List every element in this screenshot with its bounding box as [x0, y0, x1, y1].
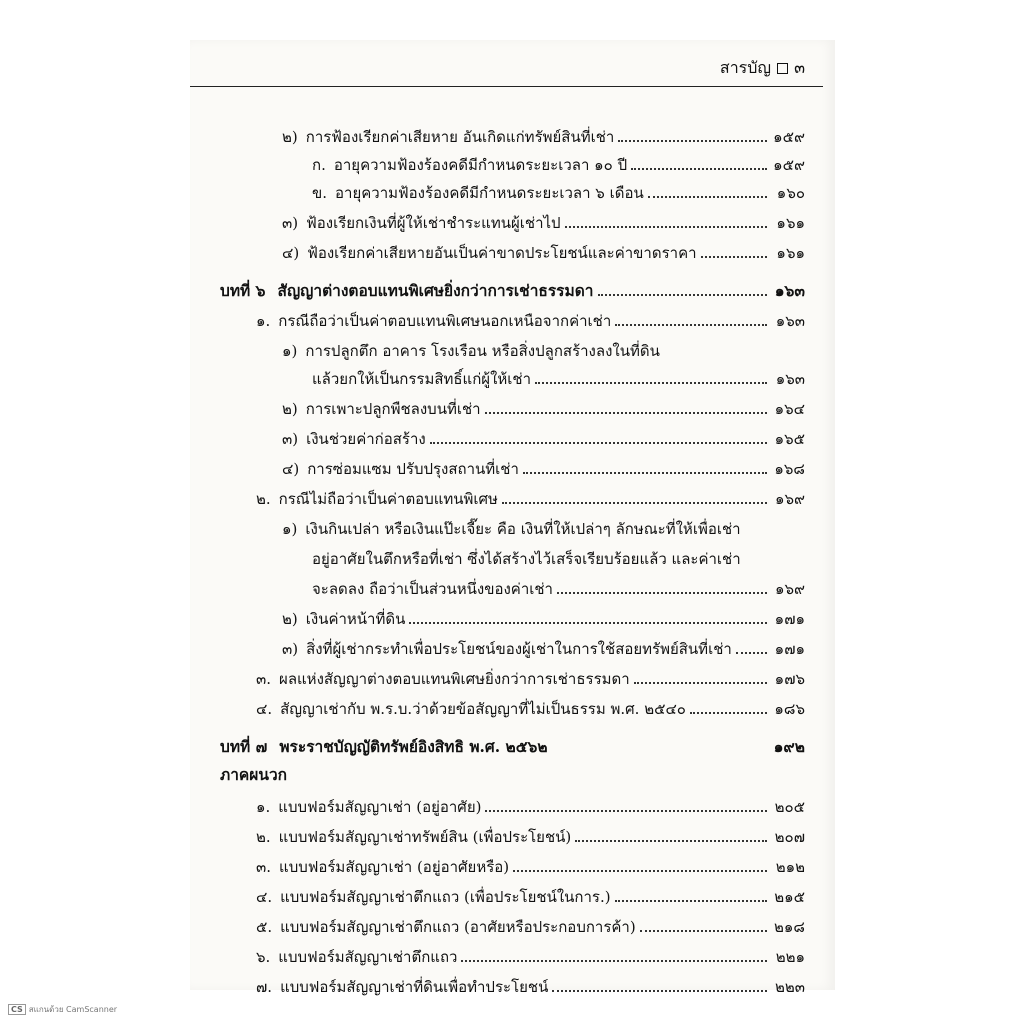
- toc-entry-label: พระราชบัญญัติทรัพย์อิงสิทธิ พ.ศ. ๒๕๖๒: [279, 737, 548, 756]
- dot-leader: [736, 652, 767, 654]
- toc-page-number: ๒๒๑: [775, 948, 805, 966]
- toc-chapter-row: [190, 728, 805, 756]
- toc-entry-row: [190, 118, 805, 146]
- toc-page-number: ๑๖๓: [774, 281, 805, 300]
- toc-entry-label: เงินกินเปล่า หรือเงินแป๊ะเจี๊ยะ คือ เงินที่ให้เปล่าๆ ลักษณะที่ให้เพื่อเช่า: [305, 520, 741, 538]
- toc-entry-label: จะลดลง ถือว่าเป็นส่วนหนึ่งของค่าเช่า: [312, 580, 553, 598]
- dot-leader: [648, 196, 767, 198]
- toc-entry-number: ๔): [282, 244, 300, 262]
- toc-page-number: ๑๙๒: [773, 737, 805, 756]
- toc-entry-number: ๒): [282, 400, 298, 418]
- toc-page-number: ๑๖๓: [775, 370, 805, 388]
- toc-page-number: ๒๐๕: [774, 798, 805, 816]
- toc-entry-label: กรณีไม่ถือว่าเป็นค่าตอบแทนพิเศษ: [278, 490, 498, 508]
- scanner-watermark: [8, 1003, 117, 1016]
- toc-entry-label: แบบฟอร์มสัญญาเช่าตึกแถว (เพื่อประโยชน์ในการ.): [280, 888, 611, 906]
- toc-page-number: ๑๖๑: [776, 214, 805, 232]
- dot-leader: [701, 256, 767, 258]
- toc-page-number: ๑๖๐: [776, 184, 805, 202]
- dot-leader: [535, 382, 767, 384]
- toc-entry-label: เงินช่วยค่าก่อสร้าง: [306, 430, 426, 448]
- toc-entry-label: การเพาะปลูกพืชลงบนที่เช่า: [305, 400, 481, 418]
- toc-entry-number: ๒): [282, 128, 298, 146]
- toc-entry-label: การฟ้องเรียกค่าเสียหาย อันเกิดแก่ทรัพย์สินที่เช่า: [305, 128, 615, 146]
- toc-entry-row: [190, 360, 805, 388]
- toc-entry-label: เงินค่าหน้าที่ดิน: [305, 610, 406, 628]
- toc-entry-number: ๓.: [256, 858, 272, 876]
- dot-leader: [634, 682, 767, 684]
- toc-entry-number: ๖.: [256, 948, 271, 966]
- toc-entry-label: อยู่อาศัยในตึกหรือที่เช่า ซึ่งได้สร้างไว้เสร็จเรียบร้อยแล้ว และค่าเช่า: [312, 550, 741, 568]
- toc-entry-row: [190, 204, 805, 232]
- dot-leader: [409, 622, 767, 624]
- document-page: [190, 40, 835, 996]
- toc-entry-number: บทที่ ๗: [220, 737, 268, 756]
- toc-entry-row: [190, 540, 805, 568]
- toc-page-number: ๑๗๑: [774, 640, 805, 658]
- toc-page-number: ๑๖๓: [775, 312, 805, 330]
- toc-entry-label: ผลแห่งสัญญาต่างตอบแทนพิเศษยิ่งกว่าการเช่าธรรมดา: [279, 670, 630, 688]
- toc-entry-number: ๑): [282, 342, 298, 360]
- toc-entry-number: ๓): [282, 430, 299, 448]
- toc-page-number: ๑๖๑: [776, 244, 805, 262]
- toc-entry-number: ๗.: [256, 978, 273, 996]
- dot-leader: [485, 810, 767, 812]
- toc-entry-number: ๓): [282, 640, 299, 658]
- toc-page-number: ๑๖๕: [774, 430, 805, 448]
- toc-entry-number: ๔): [282, 460, 300, 478]
- toc-entry-row: [190, 968, 805, 996]
- dot-leader: [640, 930, 767, 932]
- running-head: [720, 56, 805, 81]
- toc-entry-label: อายุความฟ้องร้องคดีมีกำหนดระยะเวลา ๖ เดือน: [335, 184, 644, 202]
- toc-entry-label: สัญญาเช่ากับ พ.ร.บ.ว่าด้วยข้อสัญญาที่ไม่เป็นธรรม พ.ศ. ๒๕๔๐: [280, 700, 686, 718]
- toc-entry-row: [190, 630, 805, 658]
- dot-leader: [485, 412, 767, 414]
- toc-entry-label: แบบฟอร์มสัญญาเช่าตึกแถว (อาศัยหรือประกอบการค้า): [280, 918, 636, 936]
- header-rule: [190, 86, 823, 87]
- toc-entry-row: [190, 234, 805, 262]
- toc-page-number: ๒๑๕: [774, 888, 805, 906]
- toc-entry-number: ๑.: [256, 798, 271, 816]
- toc-entry-row: [190, 420, 805, 448]
- toc-entry-label: การปลูกตึก อาคาร โรงเรือน หรือสิ่งปลูกสร้างลงในที่ดิน: [305, 342, 660, 360]
- toc-entry-row: [190, 174, 805, 202]
- dot-leader: [557, 592, 767, 594]
- toc-entry-number: ๔.: [256, 888, 273, 906]
- dot-leader: [461, 960, 767, 962]
- toc-page-number: ๑๖๘: [774, 460, 805, 478]
- dot-leader: [502, 502, 767, 504]
- toc-entry-number: ๔.: [256, 700, 273, 718]
- toc-entry-row: [190, 600, 805, 628]
- toc-page-number: ๑๗๑: [774, 610, 805, 628]
- running-head-page: ๓: [794, 58, 805, 77]
- toc-entry-number: ๒.: [256, 828, 271, 846]
- toc-entry-number: ๕.: [256, 918, 273, 936]
- toc-entry-number: บทที่ ๖: [220, 281, 266, 300]
- toc-page-number: ๑๕๙: [773, 156, 805, 174]
- toc-page-number: ๑๗๖: [774, 670, 805, 688]
- toc-page-number: ๒๐๗: [774, 828, 805, 846]
- toc-entry-number: ๑.: [256, 312, 271, 330]
- dot-leader: [565, 226, 767, 228]
- dot-leader: [615, 900, 767, 902]
- toc-entry-label: การซ่อมแซม ปรับปรุงสถานที่เช่า: [307, 460, 519, 478]
- dot-leader: [575, 840, 767, 842]
- toc-entry-number: ข.: [312, 184, 328, 202]
- toc-entry-label: แบบฟอร์มสัญญาเช่า (อยู่อาศัย): [278, 798, 482, 816]
- square-bullet-icon: [777, 63, 788, 74]
- toc-entry-label: แล้วยกให้เป็นกรรมสิทธิ์แก่ผู้ให้เช่า: [312, 370, 532, 388]
- toc-entry-label: สิ่งที่ผู้เช่ากระทำเพื่อประโยชน์ของผู้เช่าในการใช้สอยทรัพย์สินที่เช่า: [306, 640, 732, 658]
- dot-leader: [631, 168, 767, 170]
- dot-leader: [430, 442, 767, 444]
- toc-entry-row: [190, 690, 805, 718]
- scanner-badge: CS: [8, 1004, 26, 1015]
- dot-leader: [598, 294, 768, 296]
- toc-entry-number: ๒.: [256, 490, 271, 508]
- toc-entry-number: ๓): [282, 214, 299, 232]
- toc-page-number: ๑๖๙: [774, 580, 805, 598]
- toc-entry-row: [190, 660, 805, 688]
- toc-entry-label: แบบฟอร์มสัญญาเช่า (อยู่อาศัยหรือ): [279, 858, 510, 876]
- toc-entry-row: [190, 390, 805, 418]
- toc-entry-label: ฟ้องเรียกเงินที่ผู้ให้เช่าชำระแทนผู้เช่าไป: [306, 214, 561, 232]
- toc-entry-label: แบบฟอร์มสัญญาเช่าที่ดินเพื่อทำประโยชน์: [280, 978, 549, 996]
- toc-entry-row: [190, 908, 805, 936]
- toc-page-number: ๑๕๙: [773, 128, 805, 146]
- scanner-text: สแกนด้วย CamScanner: [28, 1005, 118, 1014]
- toc-entry-row: [190, 878, 805, 906]
- toc-entry-number: ก.: [312, 156, 326, 174]
- dot-leader: [618, 140, 767, 142]
- dot-leader: [513, 870, 767, 872]
- dot-leader: [615, 324, 767, 326]
- dot-leader: [552, 990, 767, 992]
- toc-entry-label: ภาคผนวก: [220, 765, 288, 784]
- toc-entry-label: สัญญาต่างตอบแทนพิเศษยิ่งกว่าการเช่าธรรมดา: [277, 281, 594, 300]
- dot-leader: [523, 472, 767, 474]
- toc-entry-row: [190, 302, 805, 330]
- toc-entry-number: ๑): [282, 520, 298, 538]
- toc-page-number: ๒๑๘: [774, 918, 805, 936]
- toc-entry-row: [190, 788, 805, 816]
- toc-entry-row: [190, 570, 805, 598]
- toc-entry-label: อายุความฟ้องร้องคดีมีกำหนดระยะเวลา ๑๐ ปี: [333, 156, 628, 174]
- toc-chapter-row: [190, 756, 805, 784]
- dot-leader: [690, 712, 767, 714]
- toc-entry-row: [190, 146, 805, 174]
- toc-entry-label: แบบฟอร์มสัญญาเช่าทรัพย์สิน (เพื่อประโยชน์): [278, 828, 572, 846]
- toc-entry-row: [190, 818, 805, 846]
- toc-entry-label: ฟ้องเรียกค่าเสียหายอันเป็นค่าขาดประโยชน์และค่าขาดราคา: [307, 244, 697, 262]
- toc-page-number: ๒๑๒: [775, 858, 805, 876]
- toc-page-number: ๑๖๙: [774, 490, 805, 508]
- toc-entry-row: [190, 848, 805, 876]
- toc-page-number: ๑๘๖: [774, 700, 805, 718]
- toc-entry-label: แบบฟอร์มสัญญาเช่าตึกแถว: [278, 948, 458, 966]
- toc-entry-number: ๓.: [256, 670, 272, 688]
- toc-chapter-row: [190, 272, 805, 300]
- toc-entry-row: [190, 332, 805, 360]
- toc-entry-row: [190, 938, 805, 966]
- toc-entry-row: [190, 480, 805, 508]
- toc-entry-row: [190, 450, 805, 478]
- toc-page-number: ๒๒๓: [774, 978, 805, 996]
- toc-page-number: ๑๖๔: [774, 400, 805, 418]
- toc-entry-label: กรณีถือว่าเป็นค่าตอบแทนพิเศษนอกเหนือจากค่าเช่า: [278, 312, 612, 330]
- toc-entry-number: ๒): [282, 610, 298, 628]
- running-head-title: สารบัญ: [719, 58, 772, 77]
- toc-entry-row: [190, 510, 805, 538]
